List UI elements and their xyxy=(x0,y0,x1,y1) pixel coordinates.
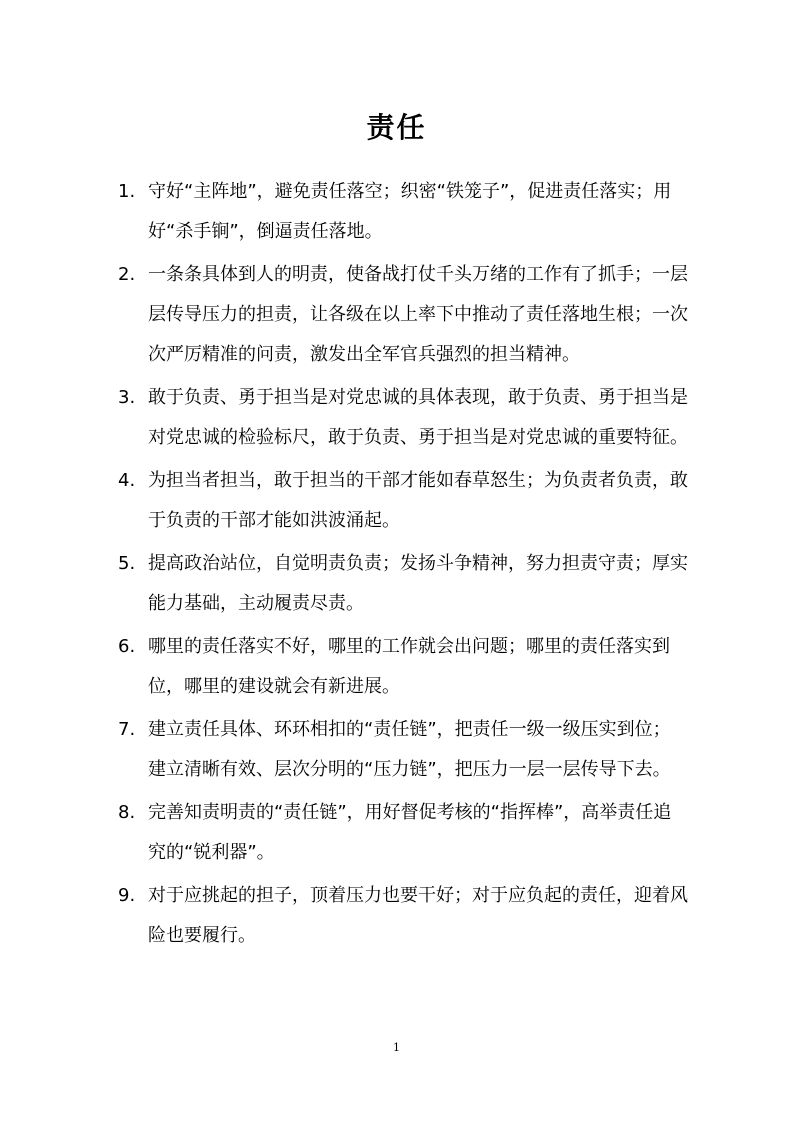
list-item xyxy=(118,378,688,458)
page-title: 责任 xyxy=(366,111,427,144)
list-item xyxy=(118,172,688,252)
item-text: 建立责任具体、环环相扣的“责任链”，把责任一级一级压实到位；建立清晰有效、层次分明的“压力链”，把压力一层一层传导下去。 xyxy=(148,719,671,780)
item-text: 为担当者担当，敢于担当的干部才能如春草怒生；为负责者负责，敢于负责的干部才能如洪波涌起。 xyxy=(148,470,688,531)
item-number: 1. xyxy=(118,181,136,202)
page-number: 1 xyxy=(393,1041,400,1054)
item-text: 哪里的责任落实不好，哪里的工作就会出问题；哪里的责任落实到位，哪里的建设就会有新进展。 xyxy=(148,636,670,697)
item-number: 5. xyxy=(118,553,136,574)
item-number: 2. xyxy=(118,264,136,285)
item-text: 敢于负责、勇于担当是对党忠诚的具体表现，敢于负责、勇于担当是对党忠诚的检验标尺，敢于负责、勇于担当是对党忠诚的重要特征。 xyxy=(148,387,688,448)
item-text: 守好“主阵地”，避免责任落空；织密“铁笼子”，促进责任落实；用好“杀手锏”，倒逼责任落地。 xyxy=(148,181,672,242)
item-text: 一条条具体到人的明责，使备战打仗千头万绪的工作有了抓手；一层层传导压力的担责，让各级在以上率下中推动了责任落地生根；一次次严厉精准的问责，激发出全军官兵强烈的担当精神。 xyxy=(148,264,688,365)
list-item xyxy=(118,710,688,790)
numbered-list xyxy=(118,172,688,959)
list-item xyxy=(118,461,688,541)
item-number: 3. xyxy=(118,387,136,408)
list-item xyxy=(118,793,688,873)
list-item xyxy=(118,876,688,956)
item-number: 4. xyxy=(118,470,136,491)
item-text: 对于应挑起的担子，顶着压力也要干好；对于应负起的责任，迎着风险也要履行。 xyxy=(148,885,688,946)
item-number: 8. xyxy=(118,802,136,823)
item-number: 6. xyxy=(118,636,136,657)
item-number: 7. xyxy=(118,719,136,740)
item-text: 完善知责明责的“责任链”，用好督促考核的“指挥棒”，高举责任追究的“锐利器”。 xyxy=(148,802,672,863)
list-item xyxy=(118,544,688,624)
list-item xyxy=(118,627,688,707)
item-text: 提高政治站位，自觉明责负责；发扬斗争精神，努力担责守责；厚实能力基础，主动履责尽责。 xyxy=(148,553,688,614)
item-number: 9. xyxy=(118,885,136,906)
list-item xyxy=(118,255,688,375)
